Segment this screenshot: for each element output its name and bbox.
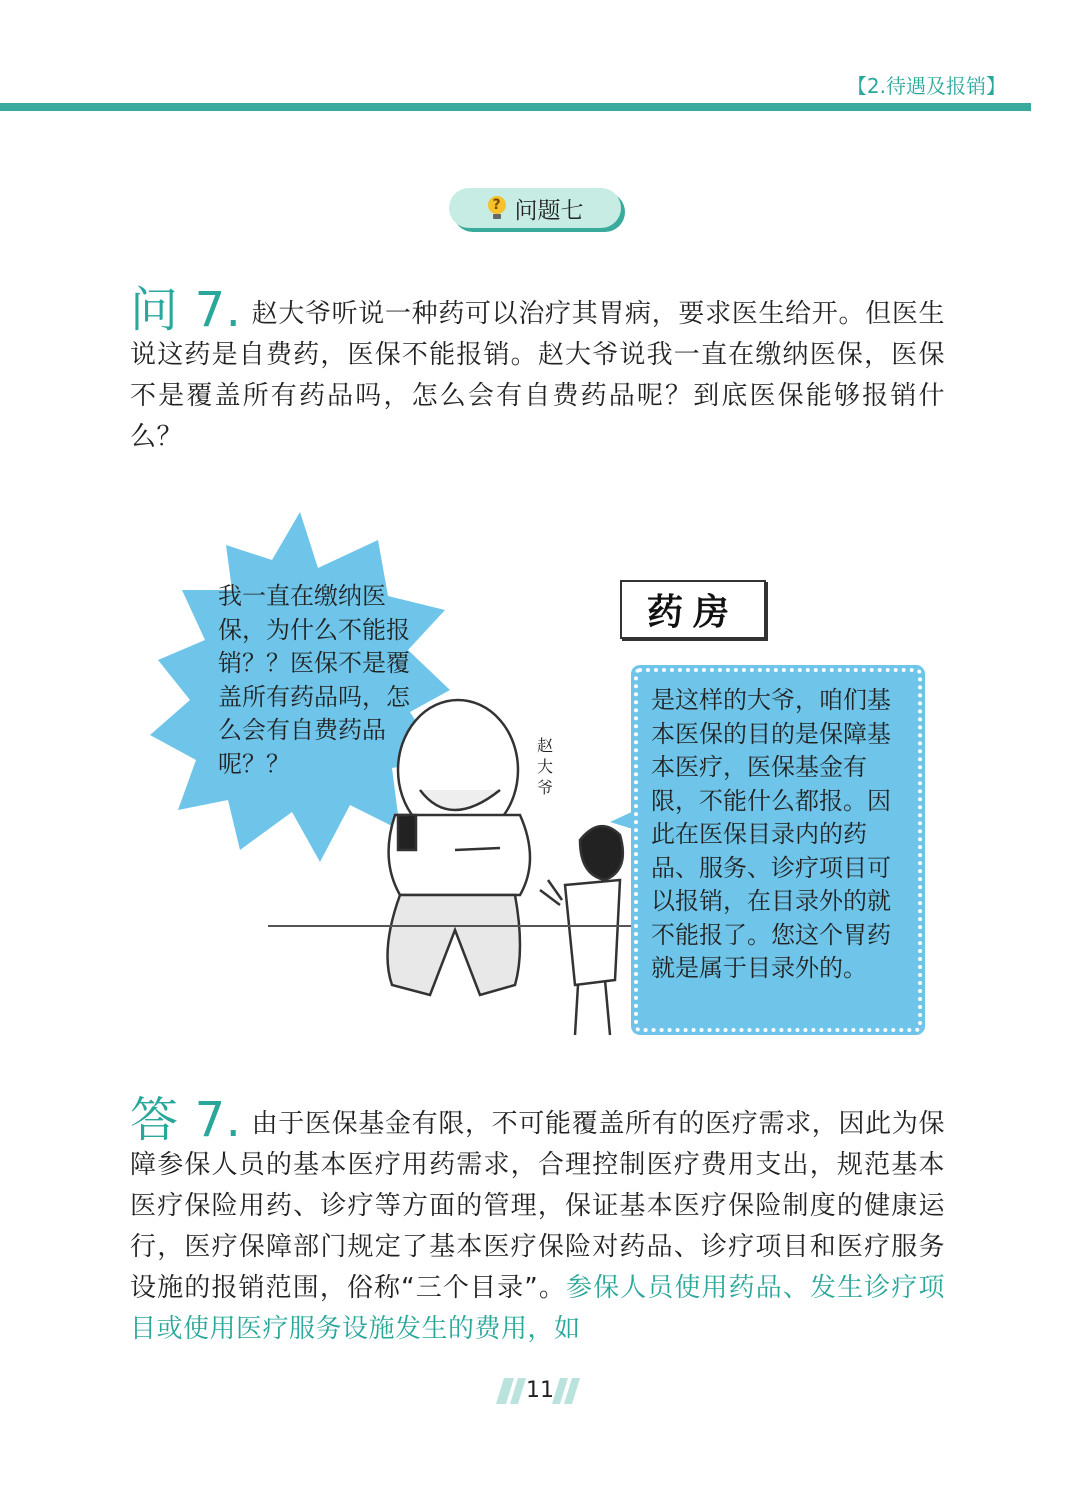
page-number: 11 (526, 1378, 554, 1403)
character-name-label: 赵大爷 (536, 736, 553, 797)
question-pill-label: 问题七 (514, 197, 584, 224)
answer-highlight-text: 参保人员使用药品、发生诊疗项目或使用医疗服务设施发生的费用，如 (130, 1273, 945, 1344)
question-text: 赵大爷听说一种药可以治疗其胃病，要求医生给开。但医生说这药是自费药，医保不能报销。赵大爷说我一直在缴纳医保，医保不是覆盖所有药品吗，怎么会有自费药品呢？到底医保能够报销什么？ (130, 299, 945, 452)
pharmacy-sign: 药房 (620, 580, 766, 639)
section-tag: 【2.待遇及报销】 (846, 74, 1006, 98)
doctor-figure (540, 826, 623, 1035)
question-prefix: 问 7. (130, 282, 242, 338)
answer-paragraph (130, 1092, 945, 1350)
answer-prefix: 答 7. (130, 1092, 242, 1148)
right-speech-text: 是这样的大爷，咱们基本医保的目的是保障基本医疗，医保基金有限，不能什么都报。因此在医保目录内的药品、服务、诊疗项目可以报销，在目录外的就不能报了。您这个胃药就是属于目录外的。 (651, 686, 891, 982)
bubble-tail (610, 810, 636, 830)
floor-line (268, 925, 658, 927)
answer-text: 由于医保基金有限，不可能覆盖所有的医疗需求，因此为保障参保人员的基本医疗用药需求，合理控制医疗费用支出，规范基本医疗保险用药、诊疗等方面的管理，保证基本医疗保险制度的健康运行，医疗保障部门规定了基本医疗保险对药品、诊疗项目和医疗服务设施的报销范围，俗称“三个目录”。 (130, 1109, 945, 1303)
left-speech-text: 我一直在缴纳医保，为什么不能报销？？医保不是覆盖所有药品吗，怎么会有自费药品呢？？ (218, 582, 410, 778)
